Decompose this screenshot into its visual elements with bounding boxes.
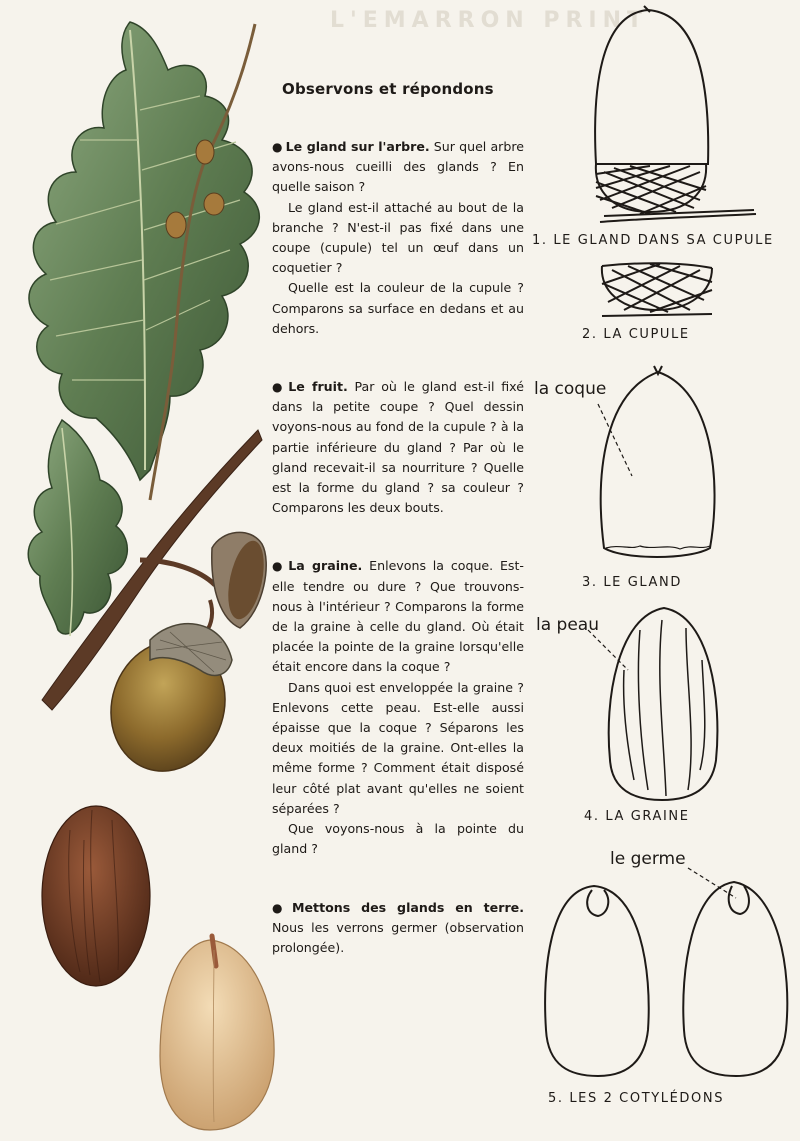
caption-fig3: 3. LE GLAND (582, 575, 682, 590)
bullet-icon: ● (272, 559, 286, 574)
section-graine: ● La graine. Enlevons la coque. Est-elle tendre ou dure ? Que trouvons-nous à l'intérieur ? Comparons la forme de la graine à celle du gland. Où était placée la pointe de la graine lorsqu'elle était encore dans la coque ? Dans quoi est enveloppée la graine ? Enlevons cette peau. Est-elle aussi épaisse que la coque ? Séparons les deux moitiés de la graine. Ont-elles la même forme ? Comment était disposé leur côté plat avant qu'elles ne soient séparées ? Que voyons-nous à la pointe du gland ? (272, 556, 524, 859)
section-arbre: ● Le gland sur l'arbre. Sur quel arbre avons-nous cueilli des glands ? En quelle saison ? Le gland est-il attaché au bout de la branche ? N'est-il pas fixé dans une coupe (cupule) tel un œuf dans un coquetier ? Quelle est la couleur de la cupule ? Comparons sa surface en dedans et au dehors. (272, 137, 524, 339)
section-heading: Mettons des glands en terre. (291, 899, 524, 915)
paragraph: Dans quoi est enveloppée la graine ? Enlevons cette peau. Est-elle aussi épaisse que la coque ? Séparons les deux moitiés de la graine. Ont-elles la même forme ? Comment était disposé leur côté plat avant qu'elles ne soient séparées ? (272, 679, 524, 816)
caption-fig2: 2. LA CUPULE (582, 327, 690, 342)
caption-fig5: 5. LES 2 COTYLÉDONS (548, 1091, 725, 1106)
label-coque: la coque (534, 379, 607, 399)
paragraph: Le gland est-il attaché au bout de la branche ? N'est-il pas fixé dans une coupe (cupule) tel un œuf dans un coquetier ? (272, 199, 524, 276)
diagram-acorn-in-cupule (595, 6, 756, 222)
diagram-cotyledons (545, 868, 787, 1076)
diagram-acorn (598, 366, 715, 557)
faded-header: L'EMARRON PRINT (330, 8, 649, 33)
bullet-icon: ● (272, 140, 283, 154)
section-heading: Le fruit. (288, 379, 348, 395)
page-title: Observons et répondons (282, 80, 494, 98)
caption-fig4: 4. LA GRAINE (584, 809, 690, 824)
questions-column (272, 137, 524, 958)
caption-fig1: 1. LE GLAND DANS SA CUPULE (532, 233, 774, 248)
paragraph: Que voyons-nous à la pointe du gland ? (272, 821, 524, 857)
diagram-cupule (602, 263, 712, 316)
diagram-seed (588, 608, 717, 800)
bullet-icon: ● (272, 900, 289, 915)
section-terre: ● Mettons des glands en terre. Nous les verrons germer (observation prolongée). (272, 899, 524, 955)
label-germe: le germe (610, 849, 686, 869)
paragraph: Quelle est la couleur de la cupule ? Comparons sa surface en dedans et au dehors. (272, 280, 524, 336)
section-heading: La graine. (288, 558, 363, 574)
bullet-icon: ● (272, 380, 286, 395)
section-fruit: ● Le fruit. Par où le gland est-il fixé dans la petite coupe ? Quel dessin voyons-nous au fond de la cupule ? à la partie inférieure du gland ? Par où le gland recevait-il sa nourriture ? Quelle est la forme du gland ? sa couleur ? Comparons les deux bouts. (272, 379, 524, 516)
section-heading: Le gland sur l'arbre. (285, 139, 430, 154)
label-peau: la peau (536, 615, 599, 635)
